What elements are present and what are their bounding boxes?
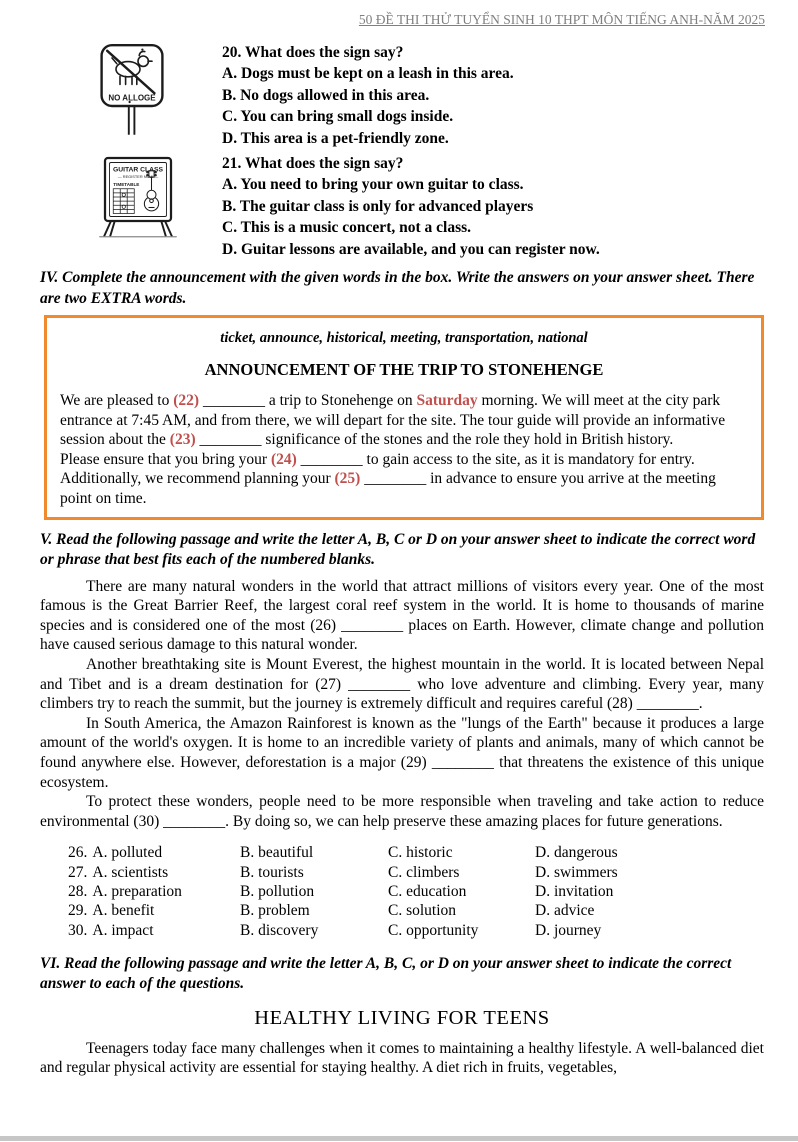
- guitar-sign-subtitle: — REGISTER NOW —: [117, 173, 159, 179]
- section-6-paragraph-1: Teenagers today face many challenges when it comes to maintaining a healthy lifestyle. A well-balanced diet and regular physical activity are essential for staying healthy. A diet rich in fruits, vegetables,: [40, 1039, 764, 1077]
- page-header: [359, 12, 765, 28]
- word-bank: ticket, announce, historical, meeting, transportation, national: [220, 330, 588, 347]
- question-21-option-b: B. The guitar class is only for advanced players: [222, 197, 534, 215]
- mcq-29-option-a: A. benefit: [92, 902, 155, 920]
- question-21-option-c: C. This is a music concert, not a class.: [222, 219, 472, 237]
- mcq-27-option-b: B. tourists: [240, 863, 304, 881]
- question-21-block: [96, 153, 764, 260]
- mcq-28-option-c: C. education: [388, 882, 467, 900]
- mcq-29-number: 29.: [68, 902, 88, 920]
- no-dogs-sign-caption: NO ALLOGE: [108, 93, 156, 103]
- question-21-option-d: D. Guitar lessons are available, and you can register now.: [222, 240, 600, 258]
- mcq-30-option-d: D. journey: [535, 921, 602, 939]
- mcq-28-option-d: D. invitation: [535, 882, 614, 900]
- guitar-sign-timetable-label: TIMETABLE: [113, 181, 140, 187]
- mcq-29-option-d: D. advice: [535, 902, 595, 920]
- passage-paragraph-4: To protect these wonders, people need to be more responsible when traveling and take action to reduce environmental (30) ________. By doing so, we can help preserve these amazing places for future generations.: [40, 793, 764, 830]
- section-6-heading: VI. Read the following passage and write the letter A, B, C, or D on your answer sheet to indicate the correct answer to each of the questions.: [40, 954, 732, 993]
- section-6-passage-title: HEALTHY LIVING FOR TEENS: [254, 1006, 550, 1029]
- header-title: 50 ĐỀ THI THỬ TUYỂN SINH 10 THPT MÔN TIẾNG ANH-NĂM 2025: [358, 12, 765, 27]
- bottom-page-edge-bar: [0, 1136, 798, 1141]
- question-21-text-block: [222, 153, 600, 260]
- announcement-box: [44, 315, 764, 520]
- mcq-26-option-c: C. historic: [388, 844, 453, 862]
- no-dogs-sign-image: [96, 42, 180, 143]
- no-dogs-sign-icon: [96, 42, 168, 138]
- guitar-class-sign-image: [96, 153, 180, 246]
- mcq-27-option-d: D. swimmers: [535, 863, 618, 881]
- question-20-stem: 20. What does the sign say?: [222, 44, 404, 61]
- mcq-row-29: [68, 901, 764, 920]
- guitar-sign-title: GUITAR CLASS: [112, 166, 164, 174]
- mcq-30-option-b: B. discovery: [240, 921, 319, 939]
- sign-post: [129, 107, 135, 135]
- question-20-option-c: C. You can bring small dogs inside.: [222, 108, 454, 126]
- mcq-29-option-b: B. problem: [240, 902, 310, 920]
- page-content: [40, 42, 764, 1078]
- mcq-30-option-a: A. impact: [92, 921, 154, 939]
- section-4-heading: IV. Complete the announcement with the given words in the box. Write the answers on your answer sheet. There are two EXTRA words.: [40, 269, 755, 307]
- mcq-27-option-c: C. climbers: [388, 863, 460, 881]
- section-5-passage: [40, 577, 764, 832]
- question-20-text-block: [222, 42, 514, 149]
- mcq-26-option-b: B. beautiful: [240, 844, 314, 862]
- mcq-30-number: 30.: [68, 921, 88, 939]
- question-21-stem: 21. What does the sign say?: [222, 155, 404, 173]
- question-21-option-a: A. You need to bring your own guitar to class.: [222, 176, 524, 194]
- passage-paragraph-3: In South America, the Amazon Rainforest is known as the "lungs of the Earth" because it produces a large amount of the world's oxygen. It is home to an incredible variety of plants and animals, many of which cannot be found anywhere else. However, deforestation is a major (29) ________ that threatens the existence of this unique ecosystem.: [40, 714, 764, 791]
- passage-paragraph-1: There are many natural wonders in the world that attract millions of visitors every year. One of the most famous is the Great Barrier Reef, the largest coral reef system in the world. It is home to thousands of marine species and is considered one of the most (26) ________ places on Earth. However, climate change and pollution have caused serious damage to this natural wonder.: [40, 577, 764, 654]
- mcq-28-option-a: A. preparation: [92, 882, 182, 900]
- mcq-29-option-c: C. solution: [388, 902, 457, 920]
- mcq-row-27: [68, 863, 764, 882]
- mcq-26-number: 26.: [68, 844, 88, 862]
- mcq-26-option-a: A. polluted: [92, 844, 163, 862]
- section-5-heading: V. Read the following passage and write the letter A, B, C or D on your answer sheet to indicate the correct word or phrase that best fits each of the numbered blanks.: [40, 530, 756, 569]
- question-20-block: [96, 42, 764, 149]
- mcq-row-26: [68, 843, 764, 862]
- question-20-option-a: A. Dogs must be kept on a leash in this area.: [222, 65, 514, 83]
- passage-paragraph-2: Another breathtaking site is Mount Everest, the highest mountain in the world. It is located between Nepal and Tibet and is a dream destination for (27) ________ who love adventure and climbing. Every year, many climbers try to reach the summit, but the journey is extremely difficult and requires careful (28) ________.: [40, 656, 764, 713]
- mcq-26-option-d: D. dangerous: [535, 844, 618, 862]
- mcq-row-28: [68, 882, 764, 901]
- mcq-options-table: [68, 843, 764, 939]
- mcq-28-option-b: B. pollution: [240, 882, 315, 900]
- mcq-30-option-c: C. opportunity: [388, 921, 479, 939]
- announcement-paragraph-3: Additionally, we recommend planning your (25) ________ in advance to ensure you arrive at the meeting point on time.: [60, 470, 716, 508]
- announcement-paragraph-2: Please ensure that you bring your (24) ________ to gain access to the site, as it is mandatory for entry.: [60, 450, 695, 468]
- question-20-option-d: D. This area is a pet-friendly zone.: [222, 129, 449, 147]
- announcement-title: ANNOUNCEMENT OF THE TRIP TO STONEHENGE: [204, 360, 604, 380]
- announcement-paragraph-1: We are pleased to (22) ________ a trip to Stonehenge on Saturday morning. We will meet at the city park entrance at 7:45 AM, and from there, we will depart for the site. The tour guide will provide an informative session about the (23) ________ significance of the stones and the role they hold in British history.: [60, 392, 726, 449]
- question-20-option-b: B. No dogs allowed in this area.: [222, 86, 430, 104]
- mcq-28-number: 28.: [68, 882, 88, 900]
- mcq-27-option-a: A. scientists: [92, 863, 169, 881]
- mcq-27-number: 27.: [68, 863, 88, 881]
- mcq-row-30: [68, 921, 764, 940]
- guitar-class-sign-icon: [96, 153, 180, 241]
